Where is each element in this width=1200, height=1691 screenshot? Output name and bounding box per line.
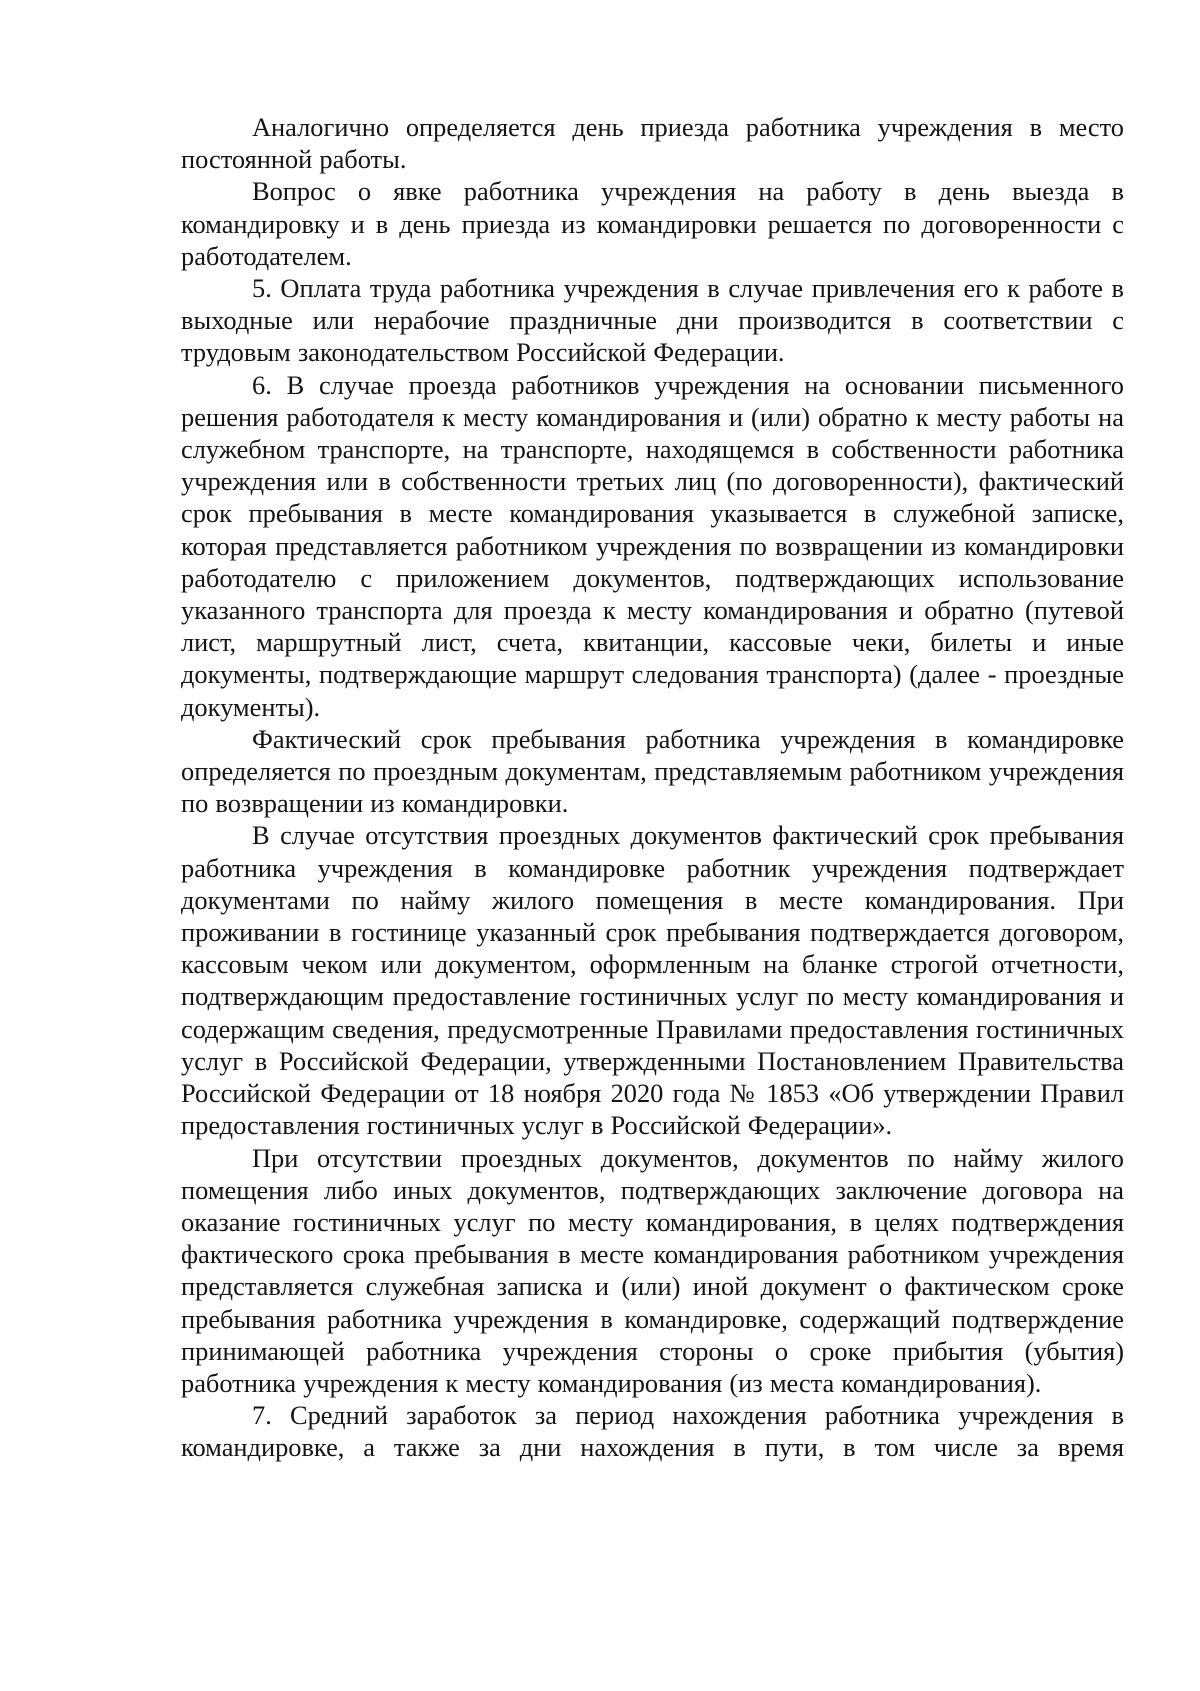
paragraph-no-travel-docs: В случае отсутствия проездных документов фактический срок пребывания работника учреждения в командировке работник учреждения подтверждает документами по найму жилого помещения в месте командирования. При проживании в гостинице указанный срок пребывания подтверждается договором, кассовым чеком или документом, оформленным на бланке строгой отчетности, подтверждающим предоставление гостиничных услуг по месту командирования и содержащим сведения, предусмотренные Правилами предоставления гостиничных услуг в Российской Федерации, утвержденными Постановлением Правительства Российской Федерации от 18 ноября 2020 года № 1853 «Об утверждении Правил предоставления гостиничных услуг в Российской Федерации». bbox=[181, 820, 1124, 1141]
document-body bbox=[181, 111, 1124, 1464]
paragraph-actual-stay: Фактический срок пребывания работника учреждения в командировке определяется по проездным документам, представляемым работником учреждения по возвращении из командировки. bbox=[181, 723, 1124, 819]
paragraph-work-attendance: Вопрос о явке работника учреждения на работу в день выезда в командировку и в день приезда из командировки решается по договоренности с работодателем. bbox=[181, 176, 1124, 271]
paragraph-no-documents: При отсутствии проездных документов, документов по найму жилого помещения либо иных документов, подтверждающих заключение договора на оказание гостиничных услуг по месту командирования, в целях подтверждения фактического срока пребывания в месте командирования работником учреждения представляется служебная записка и (или) иной документ о фактическом сроке пребывания работника учреждения в командировке, содержащий подтверждение принимающей работника учреждения стороны о сроке прибытия (убытия) работника учреждения к месту командирования (из места командирования). bbox=[181, 1142, 1124, 1398]
paragraph-arrival-day: Аналогично определяется день приезда работника учреждения в место постоянной работы. bbox=[181, 112, 1124, 175]
paragraph-item-5: 5. Оплата труда работника учреждения в случае привлечения его к работе в выходные или нерабочие праздничные дни производится в соответствии с трудовым законодательством Российской Федерации. bbox=[181, 273, 1124, 368]
paragraph-item-7: 7. Средний заработок за период нахождения работника учреждения в командировке, а также за дни нахождения в пути, в том числе за время bbox=[181, 1400, 1124, 1463]
paragraph-item-6: 6. В случае проезда работников учреждения на основании письменного решения работодателя к месту командирования и (или) обратно к месту работы на служебном транспорте, на транспорте, находящемся в собственности работника учреждения или в собственности третьих лиц (по договоренности), фактический срок пребывания в месте командирования указывается в служебной записке, которая представляется работником учреждения по возвращении из командировки работодателю с приложением документов, подтверждающих использование указанного транспорта для проезда к месту командирования и обратно (путевой лист, маршрутный лист, счета, квитанции, кассовые чеки, билеты и иные документы, подтверждающие маршрут следования транспорта) (далее - проездные документы). bbox=[181, 369, 1124, 722]
